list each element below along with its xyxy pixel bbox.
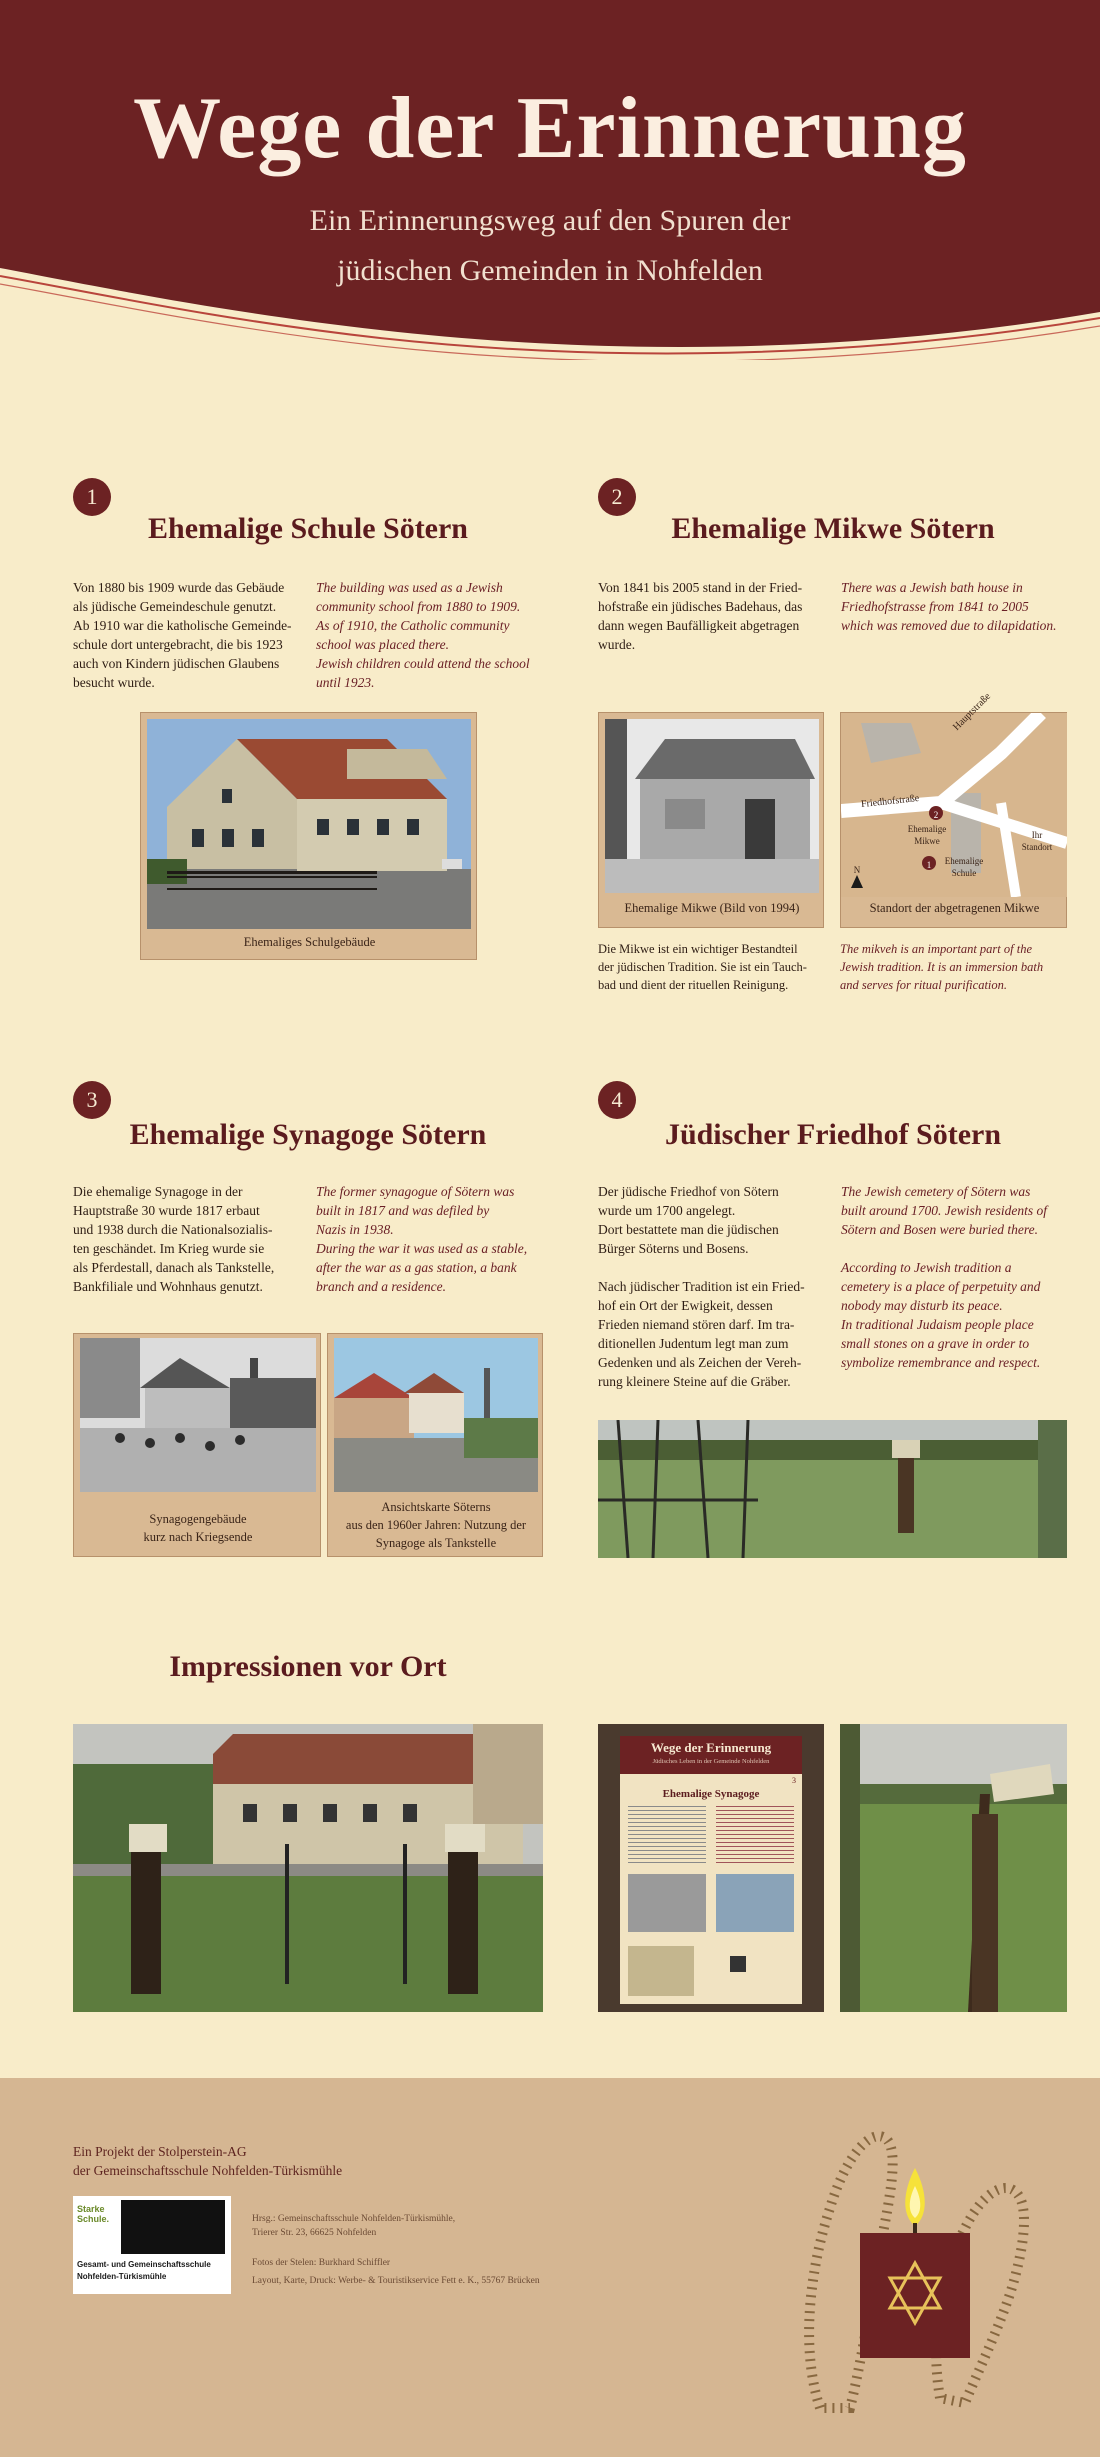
impressions-title: Impressionen vor Ort xyxy=(169,1650,447,1683)
sign-number: 3 xyxy=(792,1776,796,1785)
school-logo xyxy=(73,2196,231,2294)
section-3-text-de: Die ehemalige Synagoge in der Hauptstraße 30 wurde 1817 erbaut und 1938 durch die Nationalsozialis- ten geschändet. Im Krieg wurde sie als Pferdestall, danach als Tankstelle, Bankfiliale und Wohnhaus genutzt. xyxy=(73,1184,275,1294)
section-number-3: 3 xyxy=(73,1081,111,1119)
section-4-text-en: The Jewish cemetery of Sötern was built around 1700. Jewish residents of Sötern and Bosen were buried there. According to Jewish tradition a cemetery is a place of perpetuity and nobody may disturb its peace. In traditional Judaism people place small stones on a grave in order to symbolize remembrance and respect. xyxy=(841,1184,1047,1370)
sign-photo-right xyxy=(716,1874,794,1932)
synagogue-postwar-photo xyxy=(80,1338,316,1492)
header-wave-graphic xyxy=(0,0,1100,360)
footer-publisher-line-1: Hrsg.: Gemeinschaftsschule Nohfelden-Türkismühle, xyxy=(252,2214,456,2224)
section-title-1: Ehemalige Schule Sötern xyxy=(148,512,468,545)
sign-subtitle: Jüdisches Leben in der Gemeinde Nohfelden xyxy=(652,1758,770,1765)
synagogue-photo-frame-2 xyxy=(327,1333,543,1557)
sign-photo-left xyxy=(628,1874,706,1932)
section-2-text-en-2: The mikveh is an important part of the Jewish tradition. It is an immersion bath and serves for ritual purification. xyxy=(840,942,1044,992)
section-3-text-en: The former synagogue of Sötern was built in 1817 and was defiled by Nazis in 1938. During the war it was used as a stable, after the war as a gas station, a bank branch and a residence. xyxy=(316,1184,528,1294)
sign-text-lines-right xyxy=(716,1806,794,1866)
page-subtitle xyxy=(0,196,1100,296)
section-2-text-en: There was a Jewish bath house in Friedhofstrasse from 1841 to 2005 which was removed due to dilapidation. xyxy=(841,580,1057,633)
sign-board xyxy=(620,1736,802,2004)
map-north-label: N xyxy=(853,865,861,875)
footer-project-line-1: Ein Projekt der Stolperstein-AG xyxy=(73,2144,247,2159)
sign-text-lines-left xyxy=(628,1806,706,1866)
section-number-1: 1 xyxy=(73,478,111,516)
school-building-photo xyxy=(147,719,471,929)
footer-photos-credit: Fotos der Stelen: Burkhard Schiffler xyxy=(252,2258,391,2268)
map-caption: Standort der abgetragenen Mikwe xyxy=(869,901,1040,915)
sign-section-title: Ehemalige Synagoge xyxy=(662,1788,760,1800)
map-label-hauptstrasse: Hauptstraße xyxy=(951,690,994,733)
impression-photo-1 xyxy=(73,1724,543,2012)
logo-text-1: Starke xyxy=(77,2204,105,2214)
footer xyxy=(0,2078,1100,2457)
section-title-3: Ehemalige Synagoge Sötern xyxy=(129,1118,487,1151)
section-2-text-de: Von 1841 bis 2005 stand in der Fried- hofstraße ein jüdisches Badehaus, das dann wegen Baufälligkeit abgetragen wurde. xyxy=(598,580,803,652)
section-1-text-de: Von 1880 bis 1909 wurde das Gebäude als jüdische Gemeindeschule genutzt. Ab 1910 war die katholische Gemeinde- schule dort untergebracht, die bis 1923 auch von Kindern jüdischen Glaubens besucht wurde. xyxy=(73,580,292,690)
synagogue-postcard-photo xyxy=(334,1338,538,1492)
logo-text-4: Nohfelden-Türkismühle xyxy=(77,2272,167,2281)
subtitle-line-2: jüdischen Gemeinden in Nohfelden xyxy=(337,254,763,287)
impression-photo-sign xyxy=(598,1724,824,2012)
footer-publisher-line-2: Trierer Str. 23, 66625 Nohfelden xyxy=(252,2228,377,2238)
section-1-text-en: The building was used as a Jewish community school from 1880 to 1909. As of 1910, the Catholic community school was placed there. Jewish children could attend the school until 1923. xyxy=(316,580,530,690)
footer-layout-credit: Layout, Karte, Druck: Werbe- & Touristikservice Fett e. K., 55767 Brücken xyxy=(252,2276,540,2286)
map-marker-2: 2 xyxy=(933,810,939,820)
section-title-2: Ehemalige Mikwe Sötern xyxy=(671,512,995,545)
mikwe-map-frame xyxy=(840,690,1067,928)
map-marker-1: 1 xyxy=(926,860,932,870)
logo-award-block xyxy=(121,2200,225,2254)
synagogue-photo-caption-2: Ansichtskarte Söterns aus den 1960er Jahren: Nutzung der Synagoge als Tankstelle xyxy=(345,1500,527,1550)
impression-photo-3 xyxy=(840,1724,1067,2012)
map-label-mikwe: Ehemalige Mikwe xyxy=(907,824,947,846)
section-number-2: 2 xyxy=(598,478,636,516)
subtitle-line-1: Ein Erinnerungsweg auf den Spuren der xyxy=(309,204,791,237)
school-photo-frame xyxy=(140,712,477,960)
school-photo-caption: Ehemaliges Schulgebäude xyxy=(243,935,376,949)
page-title: Wege der Erinnerung xyxy=(133,80,967,177)
cemetery-photo xyxy=(598,1420,1067,1558)
sign-qr-icon xyxy=(730,1956,746,1972)
logo-text-2: Schule. xyxy=(77,2214,110,2224)
synagogue-photo-frame-1 xyxy=(73,1333,321,1557)
footer-project-line-2: der Gemeinschaftsschule Nohfelden-Türkismühle xyxy=(73,2163,343,2178)
footprint-candle-icon xyxy=(790,2108,1040,2438)
section-title-4: Jüdischer Friedhof Sötern xyxy=(664,1118,1002,1151)
map-label-friedhofstrasse: Friedhofstraße xyxy=(860,792,920,811)
sign-title: Wege der Erinnerung xyxy=(650,1740,772,1755)
section-number-4: 4 xyxy=(598,1081,636,1119)
sign-map xyxy=(628,1946,694,1996)
section-4-text-de: Der jüdische Friedhof von Sötern wurde um 1700 angelegt. Dort bestattete man die jüdischen Bürger Söterns und Bosens. Nach jüdischer Tradition ist ein Fried- hof ein Ort der Ewigkeit, dessen Frieden niemand stören darf. Im tra- ditionellen Judentum legt man zum Gedenken und als Zeichen der Vereh- rung kleinere Steine auf die Gräber. xyxy=(598,1184,805,1389)
mikwe-photo xyxy=(605,719,819,893)
map-label-standort: Ihr Standort xyxy=(1021,830,1053,852)
section-2-text-de-2: Die Mikwe ist ein wichtiger Bestandteil der jüdischen Tradition. Sie ist ein Tauch- bad und dient der rituellen Reinigung. xyxy=(598,942,807,992)
map-label-schule: Ehemalige Schule xyxy=(944,856,984,878)
logo-text-3: Gesamt- und Gemeinschaftsschule xyxy=(77,2260,211,2269)
synagogue-photo-caption-1: Synagogengebäude kurz nach Kriegsende xyxy=(143,1512,253,1544)
header-banner xyxy=(0,0,1100,360)
mikwe-photo-frame xyxy=(598,712,824,928)
mikwe-photo-caption: Ehemalige Mikwe (Bild von 1994) xyxy=(624,901,800,915)
